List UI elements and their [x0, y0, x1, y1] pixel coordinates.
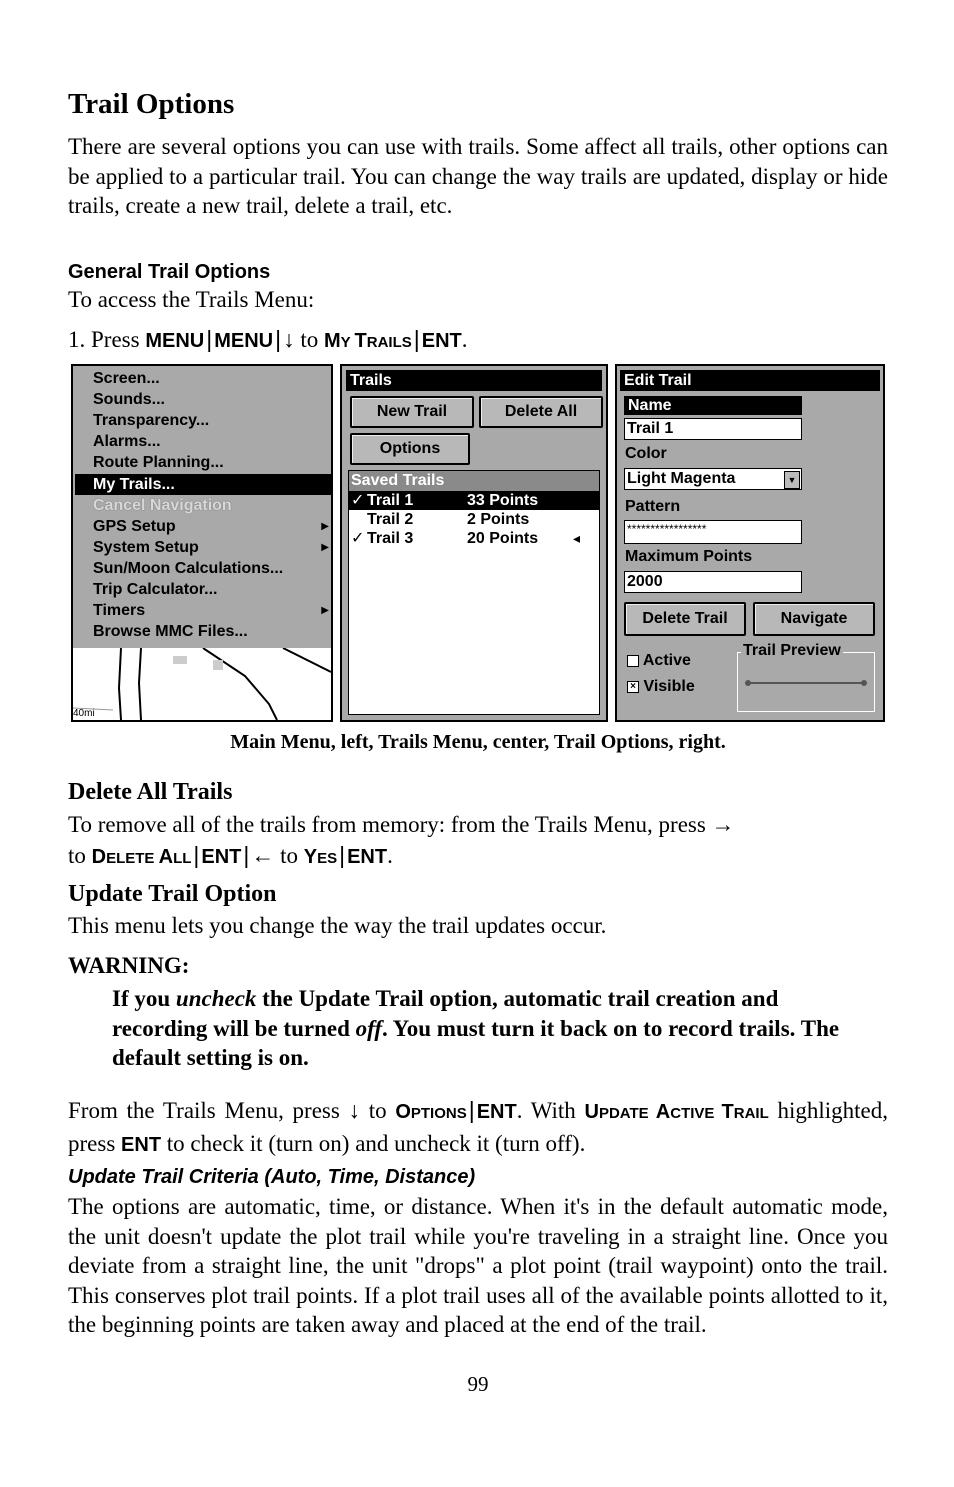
maximum-points-field[interactable]: 2000 — [624, 571, 802, 593]
step-1: 1. Press MENU| MENU|↓ to MY TRAILS| ENT. — [68, 326, 468, 352]
menu-item-sounds[interactable]: Sounds... — [93, 391, 165, 408]
access-line: To access the Trails Menu: — [68, 287, 315, 312]
menu-item-browse-mmc[interactable]: Browse MMC Files... — [93, 623, 248, 640]
update-text: This menu lets you change the way the trail updates occur. — [68, 913, 607, 938]
delete-text: To remove all of the trails from memory: from the Trails Menu, press → — [68, 812, 735, 837]
submenu-arrow-icon: ▶ — [321, 521, 329, 532]
check-icon: ✓ — [351, 492, 365, 509]
submenu-arrow-icon: ▶ — [321, 605, 329, 616]
edit-trail-title-bar: Edit Trail — [620, 370, 880, 391]
general-heading: General Trail Options — [68, 261, 271, 283]
delete-all-button[interactable]: Delete All — [479, 396, 603, 428]
maximum-points-label: Maximum Points — [625, 548, 753, 565]
saved-trails-list — [348, 470, 600, 715]
check-icon: ✓ — [351, 530, 365, 547]
warning-text: If you uncheck the Update Trail option, automatic trail creation and recording will be turned off. You must turn it back on to record trails. The default setting is on. — [112, 986, 840, 1071]
pattern-field[interactable]: ***************** — [624, 520, 802, 544]
menu-item-my-trails[interactable]: My Trails... — [93, 476, 175, 493]
name-label: Name — [624, 396, 802, 415]
delete-line-2: to DELETE ALL| ENT|← to YES| ENT. — [68, 842, 393, 868]
intro-paragraph: There are several options you can use with trails. Some affect all trails, other options can be applied to a particular trail. You can change the way trails are updated, display or hide trails, create a new trail, delete a trail, etc. — [68, 134, 888, 219]
map-lines-icon — [73, 648, 331, 720]
chevron-down-icon[interactable]: ▼ — [784, 471, 800, 489]
trails-title-bar: Trails — [346, 370, 602, 391]
figure-caption: Main Menu, left, Trails Menu, center, Trail Options, right. — [230, 731, 726, 753]
menu-item-screen[interactable]: Screen... — [93, 370, 160, 387]
trail-preview-box — [737, 652, 875, 712]
pattern-label: Pattern — [625, 498, 681, 515]
trail-row-3[interactable]: ✓ Trail 3 20 Points ◂ — [351, 530, 581, 547]
menu-item-sun-moon[interactable]: Sun/Moon Calculations... — [93, 560, 284, 577]
menu-item-gps-setup[interactable]: GPS Setup ▶ — [93, 518, 329, 535]
unchecked-box-icon — [627, 655, 639, 667]
menu-item-alarms[interactable]: Alarms... — [93, 433, 161, 450]
menu-item-trip-calculator[interactable]: Trip Calculator... — [93, 581, 218, 598]
visible-checkbox[interactable]: × Visible — [627, 678, 695, 696]
options-button[interactable]: Options — [350, 433, 470, 465]
trail-row-1[interactable]: ✓ Trail 1 33 Points — [349, 491, 599, 510]
menu-item-timers[interactable]: Timers ▶ — [93, 602, 329, 619]
edit-trail-screenshot — [615, 364, 885, 722]
new-trail-button[interactable]: New Trail — [350, 396, 474, 428]
navigate-button[interactable]: Navigate — [753, 602, 875, 636]
cursor-arrow-icon: ◂ — [573, 530, 581, 546]
saved-trails-header: Saved Trails — [349, 471, 599, 491]
warning-label: WARNING: — [68, 953, 190, 978]
page-title: Trail Options — [68, 88, 235, 120]
from-trails-paragraph: From the Trails Menu, press ↓ to OPTIONS| ENT. With UPDATE ACTIVE TRAIL highlighted, press ENT to check it (turn on) and uncheck it (turn off). — [68, 1097, 888, 1156]
menu-item-system-setup[interactable]: System Setup ▶ — [93, 539, 329, 556]
main-menu-screenshot — [71, 364, 333, 722]
trail-row-2[interactable]: Trail 2 2 Points — [367, 511, 530, 528]
active-checkbox[interactable]: Active — [627, 652, 691, 670]
submenu-arrow-icon: ▶ — [321, 542, 329, 553]
map-strip — [73, 648, 331, 720]
color-label: Color — [625, 445, 667, 462]
trail-preview-label: Trail Preview — [743, 642, 841, 659]
name-field[interactable]: Trail 1 — [624, 418, 802, 440]
trails-menu-screenshot — [340, 364, 608, 722]
trail-preview-line-icon — [738, 653, 874, 711]
menu-item-cancel-navigation: Cancel Navigation — [93, 497, 232, 514]
menu-item-transparency[interactable]: Transparency... — [93, 412, 210, 429]
map-scale: 40mi — [73, 708, 95, 719]
menu-item-route-planning[interactable]: Route Planning... — [93, 454, 224, 471]
delete-trail-button[interactable]: Delete Trail — [624, 602, 746, 636]
checked-box-icon: × — [627, 681, 639, 693]
update-heading: Update Trail Option — [68, 881, 277, 907]
criteria-heading: Update Trail Criteria (Auto, Time, Distance) — [68, 1166, 476, 1188]
delete-heading: Delete All Trails — [68, 779, 233, 805]
page-number: 99 — [467, 1372, 489, 1396]
criteria-paragraph: The options are automatic, time, or distance. When it's in the default automatic mode, the unit doesn't update the plot trail while you're traveling in a straight line. Once you deviate from a straight line, the unit "drops" a plot point (trail waypoint) onto the trail. This conserves plot trail points. If a plot trail uses all of the available points allotted to it, the beginning points are taken away and placed at the end of the trail. — [68, 1194, 888, 1338]
color-select[interactable]: Light Magenta ▼ — [624, 468, 802, 490]
